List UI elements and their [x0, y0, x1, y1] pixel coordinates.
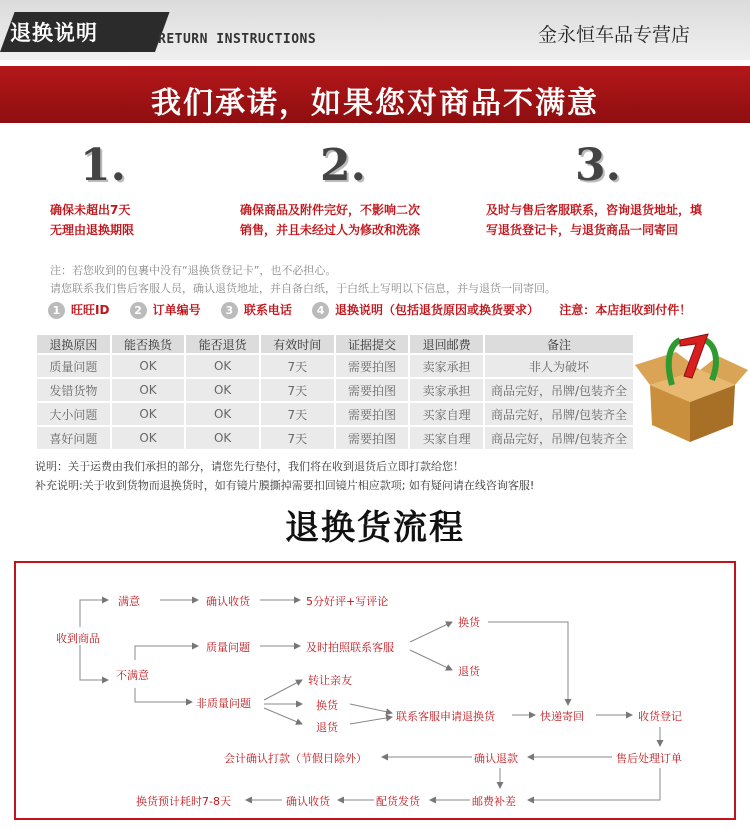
table-cell: 需要拍图: [335, 354, 410, 378]
explain-line-1: 说明：关于运费由我们承担的部分，请您先行垫付，我们将在收到退货后立即打款给您！: [35, 460, 464, 473]
table-cell: 需要拍图: [335, 426, 410, 450]
promise-3-line2: 写退货登记卡，与退货商品一同寄回: [486, 223, 679, 237]
step-number-3: 3: [221, 302, 238, 319]
table-cell: 发错货物: [36, 378, 111, 402]
table-cell: 买家自理: [409, 402, 484, 426]
flow-exchange-2: 换货: [316, 699, 338, 712]
step-number-2: 2: [130, 302, 147, 319]
table-cell: 喜好问题: [36, 426, 111, 450]
flow-good-review: 5分好评+写评论: [306, 595, 389, 608]
promise-1-line2: 无理由退换期限: [50, 223, 135, 237]
flow-title: 退换货流程: [285, 508, 465, 548]
table-header-cell: 退换原因: [36, 334, 111, 354]
table-cell: 需要拍图: [335, 378, 410, 402]
flow-return: 退货: [458, 665, 480, 678]
page-title: 退换说明: [10, 21, 98, 45]
table-cell: 7天: [260, 402, 335, 426]
explain-line-2: 补充说明:关于收到货物而退换货时，如有镜片膜撕掉需要扣回镜片相应款项; 如有疑问请在线咨询客服!: [35, 479, 535, 492]
table-cell: 卖家承担: [409, 354, 484, 378]
flow-exchange-time: 换货预计耗时7-8天: [136, 795, 231, 808]
flow-accounting: 会计确认打款（节假日除外）: [224, 752, 367, 765]
table-cell: 7天: [260, 354, 335, 378]
table-cell: 大小问题: [36, 402, 111, 426]
flow-photo-contact: 及时拍照联系客服: [306, 641, 394, 654]
step-label-4: 退换说明（包括退货原因或换货要求）: [335, 303, 540, 317]
promise-number-2: 2.: [320, 140, 366, 191]
table-cell: OK: [185, 378, 260, 402]
table-cell: OK: [111, 426, 186, 450]
table-cell: OK: [111, 354, 186, 378]
table-cell: 商品完好，吊牌/包装齐全: [484, 426, 634, 450]
step-number-1: 1: [48, 302, 65, 319]
table-cell: 7天: [260, 426, 335, 450]
promise-banner-text: 我们承诺，如果您对商品不满意: [151, 86, 599, 121]
table-header-cell: 备注: [484, 334, 634, 354]
note-line-2: 请您联系我们售后客服人员，确认退货地址，并自备白纸，于白纸上写明以下信息，并与退货一同寄回。: [50, 282, 556, 295]
flow-receive: 收到商品: [56, 632, 100, 645]
table-cell: 7天: [260, 378, 335, 402]
flow-non-quality: 非质量问题: [196, 697, 251, 710]
step-label-3: 联系电话: [243, 303, 292, 317]
flow-quality-issue: 质量问题: [206, 641, 250, 654]
cod-refused-note: 注意：本店拒收到付件！: [559, 303, 692, 317]
table-cell: 需要拍图: [335, 402, 410, 426]
promise-2-line1: 确保商品及附件完好，不影响二次: [240, 203, 421, 217]
promise-number-3: 3.: [575, 140, 621, 191]
flow-unsatisfied: 不满意: [116, 669, 149, 682]
promise-1-line1: 确保未超出7天: [50, 203, 131, 217]
table-cell: 非人为破坏: [484, 354, 634, 378]
table-header-cell: 有效时间: [260, 334, 335, 354]
note-line-1: 注：若您收到的包裹中没有“退换货登记卡”，也不必担心。: [50, 264, 337, 277]
step-label-2: 订单编号: [152, 303, 201, 317]
flow-exchange: 换货: [458, 616, 480, 629]
table-cell: 商品完好，吊牌/包装齐全: [484, 402, 634, 426]
flow-after-sale: 售后处理订单: [616, 752, 682, 765]
step-number-4: 4: [312, 302, 329, 319]
page-subtitle: RETURN INSTRUCTIONS: [158, 32, 317, 47]
flow-express: 快递寄回: [540, 710, 584, 723]
table-cell: OK: [111, 378, 186, 402]
flow-confirm-receipt: 确认收货: [206, 595, 250, 608]
table-cell: 买家自理: [409, 426, 484, 450]
flow-check-in: 收货登记: [638, 710, 682, 723]
flow-postage: 邮费补差: [472, 795, 516, 808]
table-header-cell: 能否换货: [111, 334, 186, 354]
step-label-1: 旺旺ID: [71, 303, 110, 317]
table-cell: OK: [111, 402, 186, 426]
promise-number-1: 1.: [80, 140, 126, 191]
flow-return-2: 退货: [316, 721, 338, 734]
table-cell: 卖家承担: [409, 378, 484, 402]
flow-apply: 联系客服申请退换货: [396, 710, 495, 723]
table-header-cell: 证据提交: [335, 334, 410, 354]
table-cell: OK: [185, 354, 260, 378]
table-cell: OK: [185, 426, 260, 450]
flow-transfer: 转让亲友: [308, 674, 352, 687]
flow-confirm-receipt-2: 确认收货: [286, 795, 330, 808]
flow-confirm-refund: 确认退款: [474, 752, 518, 765]
table-cell: 商品完好，吊牌/包装齐全: [484, 378, 634, 402]
table-cell: 质量问题: [36, 354, 111, 378]
flow-satisfied: 满意: [118, 595, 140, 608]
table-header-cell: 能否退货: [185, 334, 260, 354]
store-name: 金永恒车品专营店: [538, 24, 691, 46]
table-header-cell: 退回邮费: [409, 334, 484, 354]
promise-2-line2: 销售，并且未经过人为修改和洗涤: [240, 223, 421, 237]
table-cell: OK: [185, 402, 260, 426]
flow-ship: 配货发货: [376, 795, 420, 808]
promise-3-line1: 及时与售后客服联系，咨询退货地址，填: [486, 203, 703, 217]
